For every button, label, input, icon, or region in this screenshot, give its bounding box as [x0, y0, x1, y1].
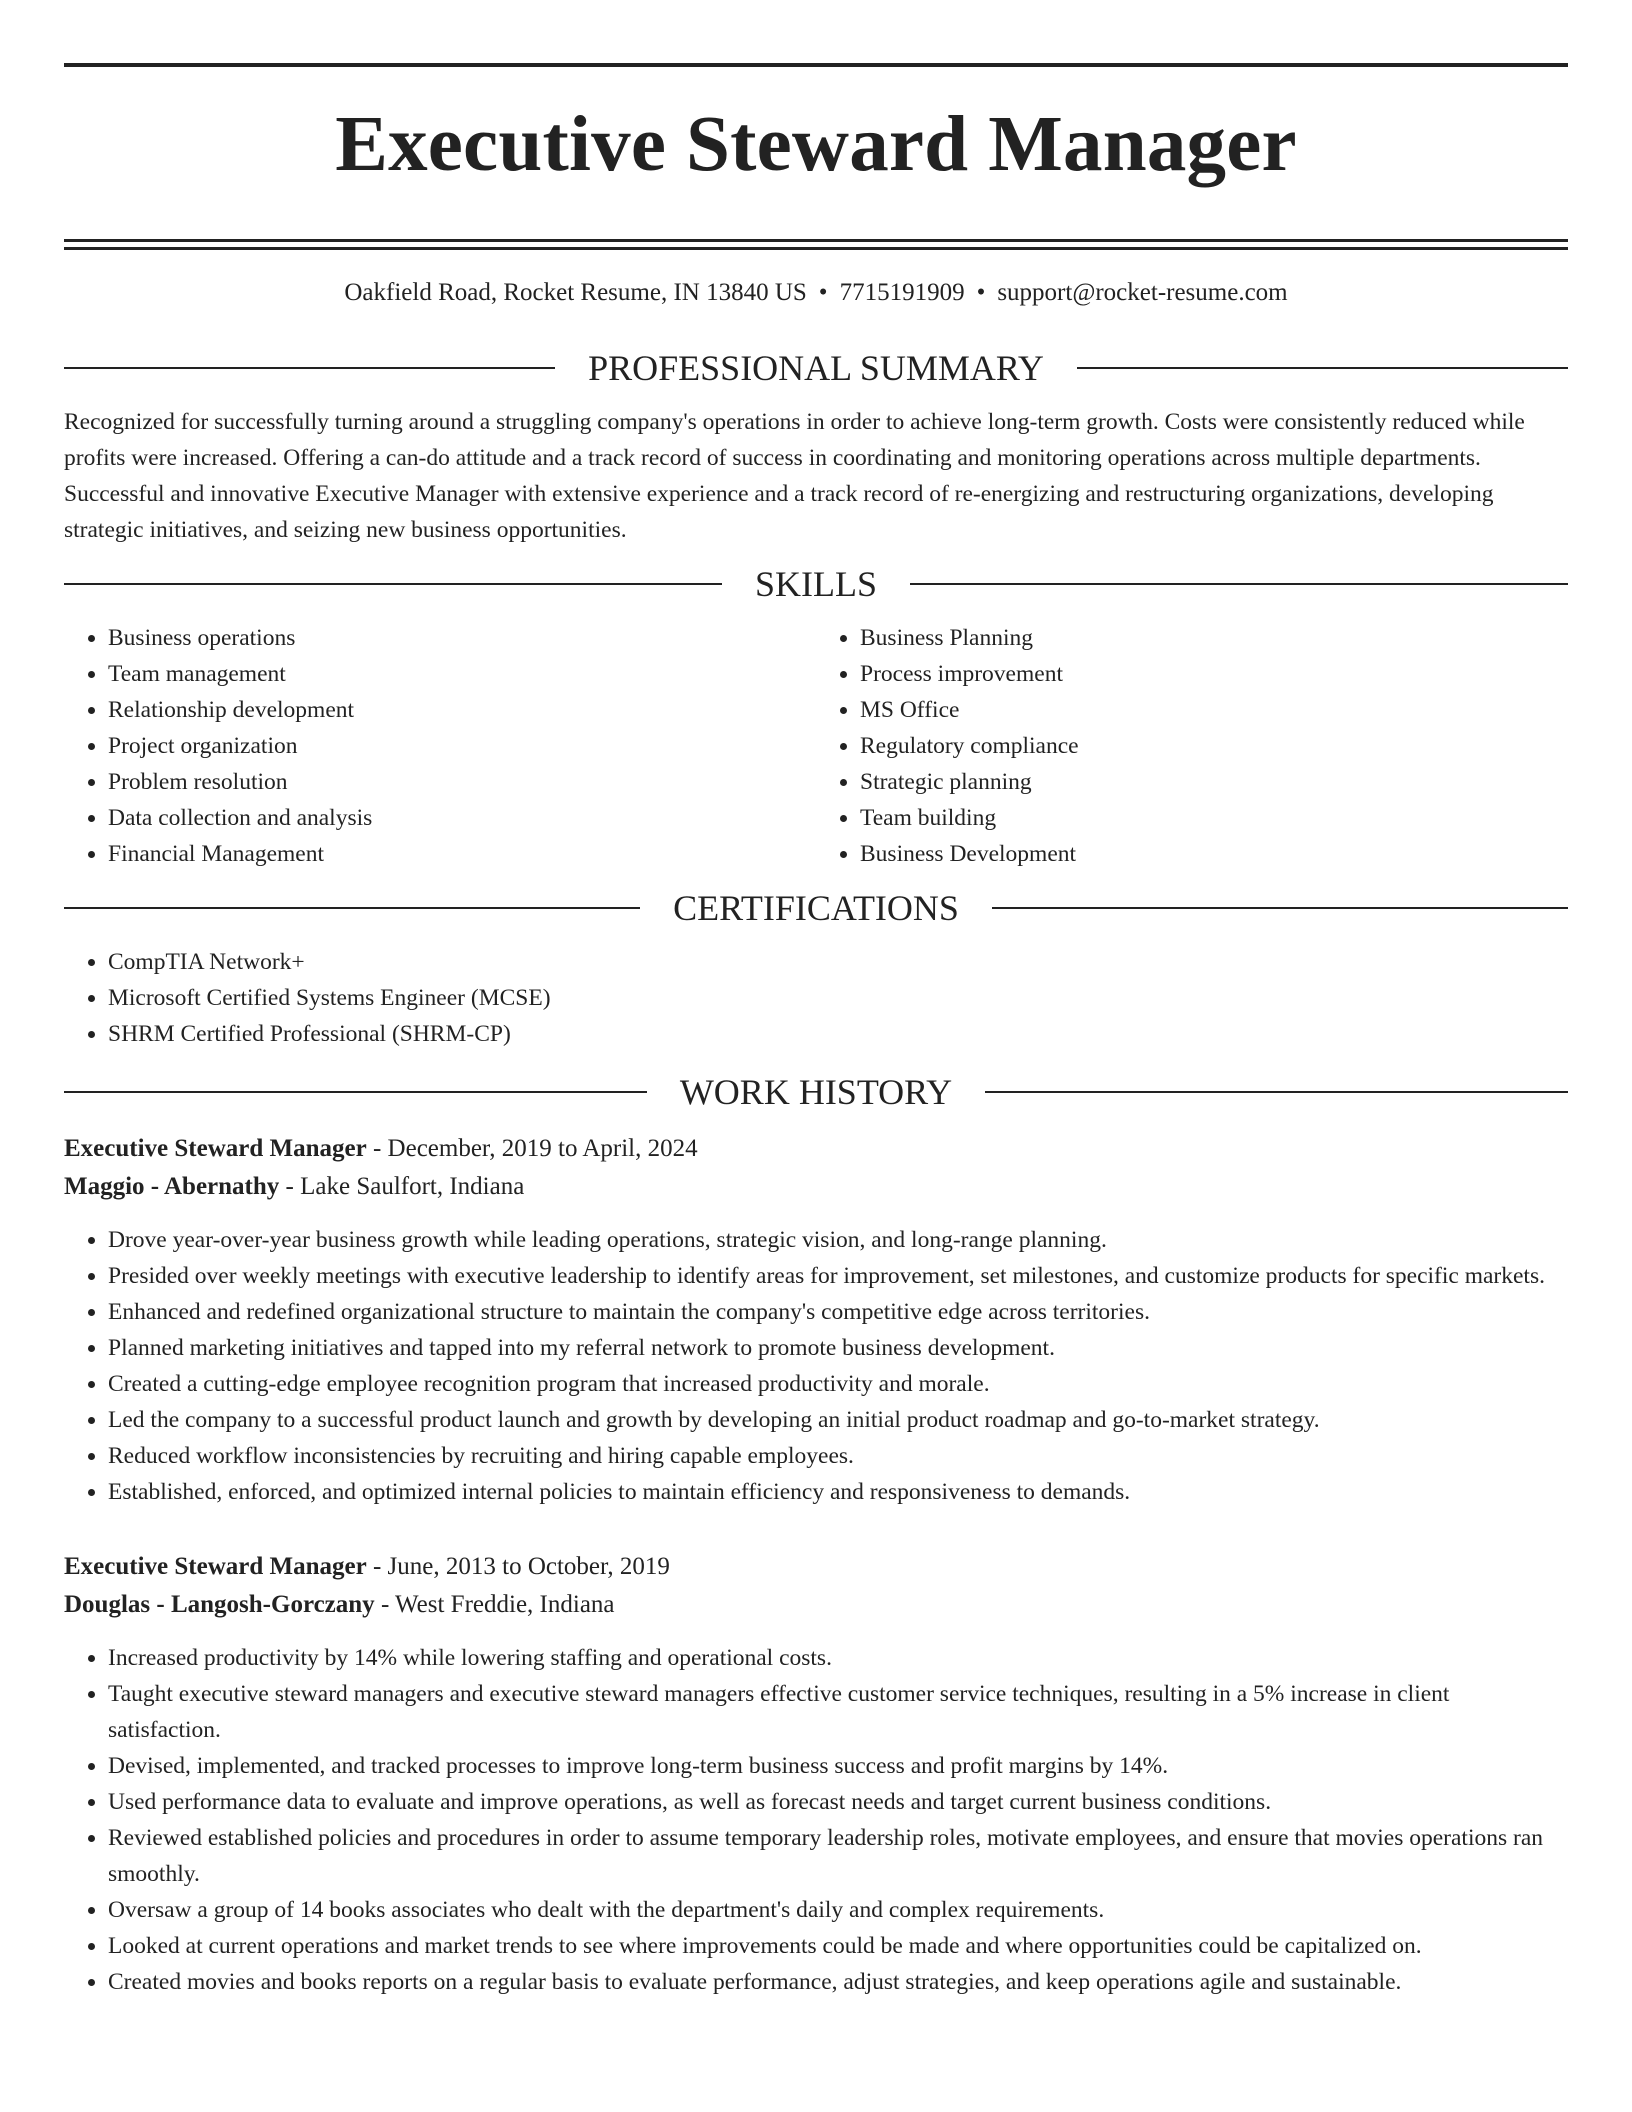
job-bullet: • Oversaw a group of 14 books associates who dealt with the department's daily and complex requirements. [108, 1892, 1568, 1928]
job-location: - Lake Saulfort, Indiana [279, 1173, 525, 1200]
job-bullet: • Reviewed established policies and procedures in order to assume temporary leadership roles, motivate employees, and ensure that movies operations ran smoothly. [108, 1820, 1568, 1892]
summary-heading [64, 346, 1568, 390]
summary-text: Recognized for successfully turning around a struggling company's operations in order to achieve long-term growth. Costs were consistently reduced while profits were increased. Offering a can-do attitude and a track record of success in coordinating and monitoring operations across multiple departments. Successful and innovative Executive Manager with extensive experience and a track record of re-energizing and restructuring organizations, developing strategic initiatives, and seizing new business opportunities. [64, 409, 1525, 543]
section-title: WORK HISTORY [679, 1072, 953, 1112]
job-title: Executive Steward Manager [64, 1553, 367, 1580]
heading-rule [64, 1091, 647, 1093]
job-bullet: • Enhanced and redefined organizational structure to maintain the company's competitive edge across territories. [108, 1294, 1568, 1330]
work-history-heading [64, 1070, 1568, 1114]
job-company-line [64, 1168, 1568, 1206]
skills-list-right [816, 620, 1568, 872]
double-rule [64, 239, 1568, 250]
heading-rule [992, 907, 1568, 909]
certifications-heading [64, 886, 1568, 930]
contact-separator: • [818, 279, 828, 306]
skill-item: • Financial Management [108, 836, 816, 872]
skill-item: • Relationship development [108, 692, 816, 728]
skill-item: • Project organization [108, 728, 816, 764]
job-location: - West Freddie, Indiana [374, 1591, 615, 1618]
job-bullet: • Drove year-over-year business growth while leading operations, strategic vision, and long-range planning. [108, 1222, 1568, 1258]
job-bullet: • Created movies and books reports on a regular basis to evaluate performance, adjust strategies, and keep operations agile and sustainable. [108, 1964, 1568, 2000]
job-title-line [64, 1548, 1568, 1586]
skills-heading [64, 562, 1568, 606]
section-title: SKILLS [755, 564, 878, 604]
skill-item: • Business operations [108, 620, 816, 656]
top-rule [64, 63, 1568, 67]
job-bullet: • Reduced workflow inconsistencies by recruiting and hiring capable employees. [108, 1438, 1568, 1474]
job-bullets [64, 1222, 1568, 1510]
heading-rule [64, 583, 722, 585]
certification-item: • CompTIA Network+ [108, 944, 1568, 980]
job-bullet: • Created a cutting-edge employee recognition program that increased productivity and morale. [108, 1366, 1568, 1402]
job-entry [64, 1130, 1568, 1510]
heading-rule [1077, 367, 1568, 369]
job-bullet: • Planned marketing initiatives and tapped into my referral network to promote business development. [108, 1330, 1568, 1366]
skill-item: • Regulatory compliance [860, 728, 1568, 764]
job-bullet: • Taught executive steward managers and executive steward managers effective customer service techniques, resulting in a 5% increase in client satisfaction. [108, 1676, 1568, 1748]
job-bullet: • Presided over weekly meetings with executive leadership to identify areas for improvement, set milestones, and customize products for specific markets. [108, 1258, 1568, 1294]
section-title: PROFESSIONAL SUMMARY [588, 348, 1044, 388]
skills-list-left [64, 620, 816, 872]
certification-item: • SHRM Certified Professional (SHRM-CP) [108, 1016, 1568, 1052]
skill-item: • Business Development [860, 836, 1568, 872]
skill-item: • Problem resolution [108, 764, 816, 800]
skill-item: • Team building [860, 800, 1568, 836]
heading-rule [64, 367, 555, 369]
job-company-line [64, 1586, 1568, 1624]
certification-item: • Microsoft Certified Systems Engineer (MCSE) [108, 980, 1568, 1016]
job-bullet: • Looked at current operations and market trends to see where improvements could be made and where opportunities could be capitalized on. [108, 1928, 1568, 1964]
contact-line [64, 276, 1568, 310]
job-bullet: • Devised, implemented, and tracked processes to improve long-term business success and profit margins by 14%. [108, 1748, 1568, 1784]
job-company: Douglas - Langosh-Gorczany [64, 1591, 375, 1618]
job-bullet: • Increased productivity by 14% while lowering staffing and operational costs. [108, 1640, 1568, 1676]
job-title: Executive Steward Manager [64, 1135, 367, 1162]
skill-item: • Strategic planning [860, 764, 1568, 800]
heading-rule [910, 583, 1568, 585]
skill-item: • Business Planning [860, 620, 1568, 656]
job-entry [64, 1548, 1568, 2000]
resume-name: Executive Steward Manager [335, 101, 1297, 188]
job-bullet: • Established, enforced, and optimized internal policies to maintain efficiency and responsiveness to demands. [108, 1474, 1568, 1510]
skill-item: • Team management [108, 656, 816, 692]
certifications-list [64, 944, 1568, 1052]
section-title: CERTIFICATIONS [673, 888, 959, 928]
skill-item: • Process improvement [860, 656, 1568, 692]
job-bullet: • Used performance data to evaluate and improve operations, as well as forecast needs and target current business conditions. [108, 1784, 1568, 1820]
job-company: Maggio - Abernathy [64, 1173, 280, 1200]
contact-phone: 7715191909 [839, 279, 965, 306]
heading-rule [985, 1091, 1568, 1093]
job-title-line [64, 1130, 1568, 1168]
skills-grid [64, 620, 1568, 872]
contact-email: support@rocket-resume.com [997, 279, 1288, 306]
skill-item: • Data collection and analysis [108, 800, 816, 836]
job-bullet: • Led the company to a successful product launch and growth by developing an initial product roadmap and go-to-market strategy. [108, 1402, 1568, 1438]
job-dates: - June, 2013 to October, 2019 [366, 1553, 670, 1580]
contact-separator: • [976, 279, 986, 306]
contact-address: Oakfield Road, Rocket Resume, IN 13840 US [344, 279, 807, 306]
job-dates: - December, 2019 to April, 2024 [366, 1135, 698, 1162]
skill-item: • MS Office [860, 692, 1568, 728]
heading-rule [64, 907, 640, 909]
job-bullets [64, 1640, 1568, 2000]
